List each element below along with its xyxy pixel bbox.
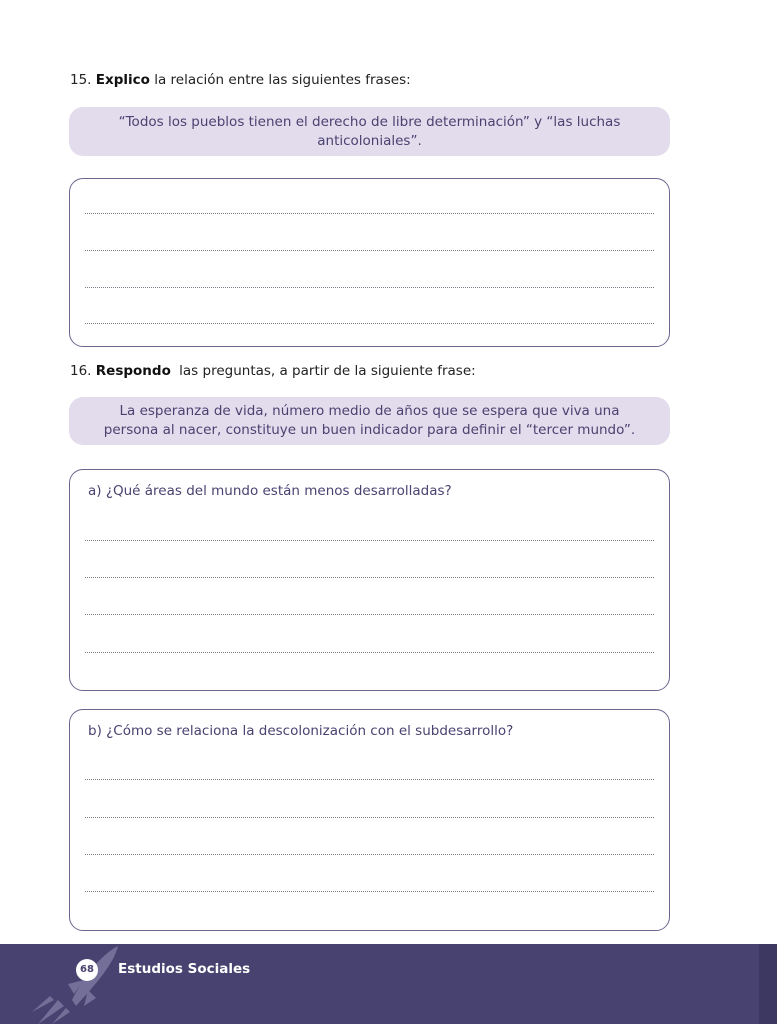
answer-line[interactable] xyxy=(85,577,654,578)
footer-subject-title: Estudios Sociales xyxy=(118,961,251,977)
sub-question-b: b) ¿Cómo se relaciona la descolonización con el subdesarrollo? xyxy=(88,723,514,739)
question-instruction: las preguntas, a partir de la siguiente frase: xyxy=(179,363,476,379)
sub-question-a: a) ¿Qué áreas del mundo están menos desarrolladas? xyxy=(88,483,452,499)
question-verb: Respondo xyxy=(95,363,171,379)
answer-line[interactable] xyxy=(85,614,654,615)
answer-line[interactable] xyxy=(85,287,654,288)
question-instruction: la relación entre las siguientes frases: xyxy=(154,72,411,88)
quote-text: “Todos los pueblos tienen el derecho de libre determinación” y “las luchas anticoloniales”. xyxy=(118,113,621,149)
answer-line[interactable] xyxy=(85,891,654,892)
question-15-heading xyxy=(70,72,411,88)
answer-line[interactable] xyxy=(85,652,654,653)
answer-box-15[interactable] xyxy=(69,178,670,347)
answer-line[interactable] xyxy=(85,323,654,324)
quote-text: La esperanza de vida, número medio de años que se espera que viva una persona al nacer, constituye un buen indicador para definir el “tercer mundo”. xyxy=(103,403,636,438)
page-number-badge: 68 xyxy=(76,959,98,981)
answer-line[interactable] xyxy=(85,817,654,818)
quote-box-15 xyxy=(69,107,670,156)
question-number: 16. xyxy=(70,363,92,379)
footer-edge-strip xyxy=(759,944,777,1024)
answer-box-16b[interactable] xyxy=(69,709,670,931)
question-16-heading xyxy=(70,363,476,379)
rocket-icon xyxy=(32,940,122,1024)
answer-line[interactable] xyxy=(85,779,654,780)
quote-box-16 xyxy=(69,397,670,445)
answer-box-16a[interactable] xyxy=(69,469,670,691)
question-number: 15. xyxy=(70,72,92,88)
answer-line[interactable] xyxy=(85,854,654,855)
question-verb: Explico xyxy=(95,72,150,88)
answer-line[interactable] xyxy=(85,250,654,251)
answer-line[interactable] xyxy=(85,540,654,541)
answer-line[interactable] xyxy=(85,213,654,214)
